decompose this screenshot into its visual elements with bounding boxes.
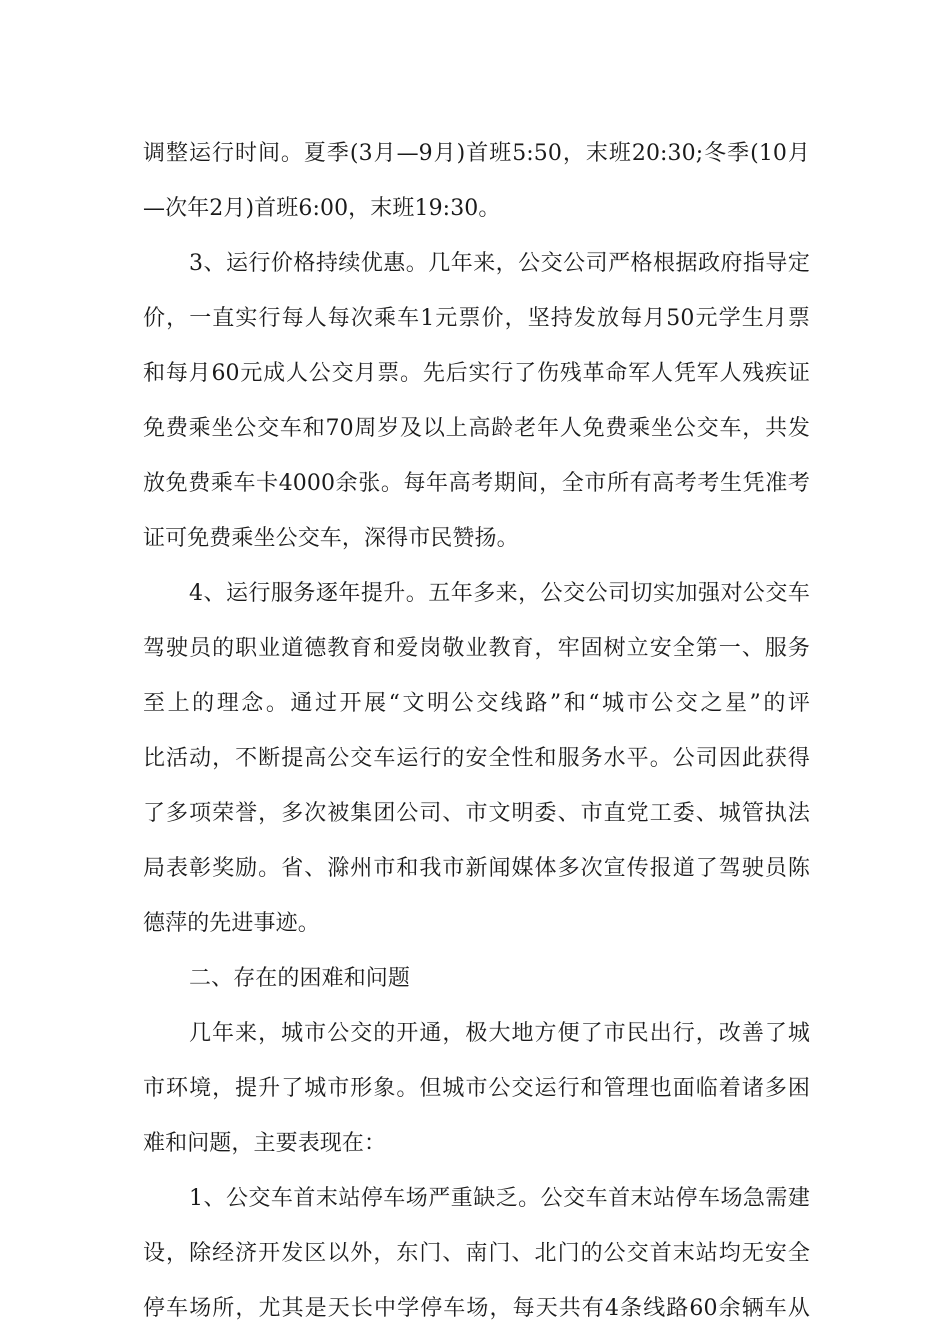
text-line: 证可免费乘坐公交车，深得市民赞扬。 <box>143 526 519 551</box>
text-line: 价，一直实行每人每次乘车1元票价，坚持发放每月50元学生月票 <box>143 306 810 331</box>
text-line: 和每月60元成人公交月票。先后实行了伤残革命军人凭军人残疾证 <box>143 361 810 386</box>
text-line: 比活动，不断提高公交车运行的安全性和服务水平。公司因此获得 <box>143 746 810 771</box>
text-line: —次年2月)首班6:00，末班19:30。 <box>143 196 501 221</box>
text-line: 局表彰奖励。省、滁州市和我市新闻媒体多次宣传报道了驾驶员陈 <box>143 856 810 881</box>
text-line: 市环境，提升了城市形象。但城市公交运行和管理也面临着诸多困 <box>143 1076 810 1101</box>
text-line: 几年来，城市公交的开通，极大地方便了市民出行，改善了城 <box>189 1021 810 1046</box>
text-line: 二、存在的困难和问题 <box>189 966 411 991</box>
document-body <box>143 126 810 1336</box>
text-line: 难和问题，主要表现在： <box>143 1131 387 1156</box>
text-line: 停车场所，尤其是天长中学停车场，每天共有4条线路60余辆车从 <box>143 1296 810 1321</box>
text-line: 调整运行时间。夏季(3月—9月)首班5:50，末班20:30;冬季(10月 <box>143 141 810 166</box>
text-line: 驾驶员的职业道德教育和爱岗敬业教育，牢固树立安全第一、服务 <box>143 636 810 661</box>
text-line: 免费乘坐公交车和70周岁及以上高龄老年人免费乘坐公交车，共发 <box>143 416 810 441</box>
text-line: 德萍的先进事迹。 <box>143 911 320 936</box>
text-line: 至上的理念。通过开展“文明公交线路”和“城市公交之星”的评 <box>143 691 810 716</box>
text-line: 设，除经济开发区以外，东门、南门、北门的公交首末站均无安全 <box>143 1241 810 1266</box>
text-line: 4、运行服务逐年提升。五年多来，公交公司切实加强对公交车 <box>189 581 810 606</box>
text-line: 3、运行价格持续优惠。几年来，公交公司严格根据政府指导定 <box>189 251 810 276</box>
text-line: 放免费乘车卡4000余张。每年高考期间，全市所有高考考生凭准考 <box>143 471 810 496</box>
text-line: 了多项荣誉，多次被集团公司、市文明委、市直党工委、城管执法 <box>143 801 810 826</box>
text-line: 1、公交车首末站停车场严重缺乏。公交车首末站停车场急需建 <box>189 1186 810 1211</box>
